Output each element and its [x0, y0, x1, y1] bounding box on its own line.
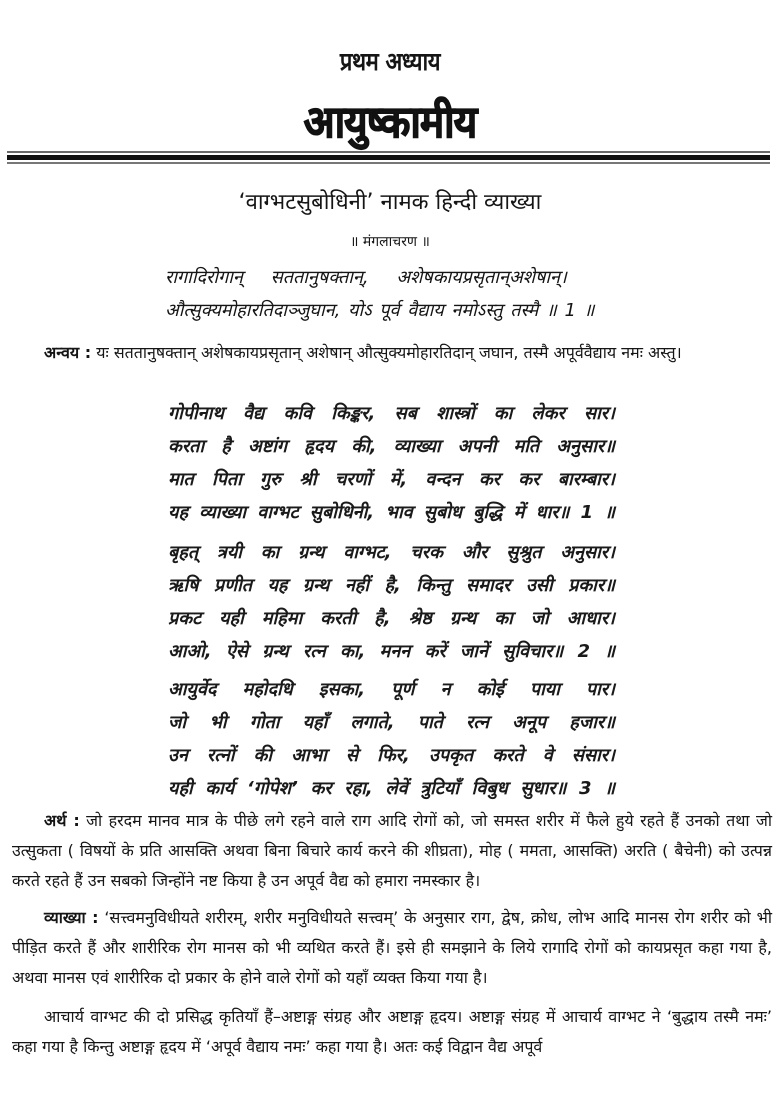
poem-stanza-3-line-4: यही कार्य ‘गोपेश’ कर रहा, लेवें त्रुटियाँ विबुध सुधार॥ 3 ॥	[168, 778, 615, 799]
poem-stanza-3-line-2: जो भी गोता यहाँ लगाते, पाते रत्न अनूप हजार॥	[168, 712, 615, 733]
sanskrit-verse-line-1: रागादिरोगान् सततानुषक्तान्, अशेषकायप्रसृतान्अशेषान्।	[165, 267, 567, 288]
poem-stanza-2-line-1: बृहत् त्रयी का ग्रन्थ वाग्भट, चरक और सुश्रुत अनुसार।	[168, 542, 615, 563]
chapter-title: आयुष्कामीय	[303, 97, 477, 148]
anvaya-text: यः सततानुषक्तान् अशेषकायप्रसृतान् अशेषान् औत्सुक्यमोहारतिदान् जघान, तस्मै अपूर्ववैद्याय नमः अस्तु।	[96, 343, 682, 362]
poem-stanza-1-line-2: करता है अष्टांग हृदय की, व्याख्या अपनी मति अनुसार॥	[168, 436, 615, 457]
poem-stanza-1-line-3: मात पिता गुरु श्री चरणों में, वन्दन कर कर बारम्बार।	[168, 469, 615, 490]
rule-thin-top	[7, 151, 770, 153]
chapter-number: प्रथम अध्याय	[339, 47, 441, 76]
anvaya-paragraph	[12, 338, 772, 368]
poem-stanza-1-line-1: गोपीनाथ वैद्य कवि किङ्कर, सब शास्त्रों का लेकर सार।	[168, 403, 615, 424]
vyakhya-paragraph	[12, 903, 772, 993]
closing-paragraph-text: आचार्य वाग्भट की दो प्रसिद्ध कृतियाँ हैं–अष्टाङ्ग संग्रह और अष्टाङ्ग हृदय। अष्टाङ्ग संग्रह में आचार्य वाग्भट ने ‘बुद्धाय तस्मै नमः’ कहा गया है किन्तु अष्टाङ्ग हृदय में ‘अपूर्व वैद्याय नमः’ कहा गया है। अतः कई विद्वान वैद्य अपूर्व	[12, 1007, 772, 1056]
poem-stanza-2-line-4: आओ, ऐसे ग्रन्थ रत्न का, मनन करें जानें सुविचार॥ 2 ॥	[168, 641, 615, 662]
triple-rule-divider	[7, 151, 770, 165]
artha-label: अर्थ :	[44, 811, 80, 830]
vyakhya-label: व्याख्या :	[44, 908, 99, 927]
section-label-mangalacharan: ॥ मंगलाचरण ॥	[350, 234, 430, 250]
rule-thin-bottom	[7, 162, 770, 164]
commentary-subtitle: ‘वाग्भटसुबोधिनी’ नामक हिन्दी व्याख्या	[238, 190, 542, 215]
poem-stanza-2-line-3: प्रकट यही महिमा करती है, श्रेष्ठ ग्रन्थ का जो आधार।	[168, 608, 615, 629]
artha-text: जो हरदम मानव मात्र के पीछे लगे रहने वाले राग आदि रोगों को, जो समस्त शरीर में फैले हुये रहते हैं उनको तथा जो उत्सुकता ( विषयों के प्रति आसक्ति अथवा बिना बिचारे कार्य करने की शीघ्रता), मोह ( ममता, आसक्ति) अरति ( बैचेनी) को उत्पन्न करते रहते हैं उन सबको जिन्होंने नष्ट किया है उन अपूर्व वैद्य को हमारा नमस्कार है।	[12, 811, 772, 890]
poem-stanza-3-line-3: उन रत्नों की आभा से फिर, उपकृत करते वे संसार।	[168, 745, 615, 766]
closing-paragraph	[12, 1002, 772, 1062]
sanskrit-verse-line-2: औत्सुक्यमोहारतिदाञ्जुघान, योऽ पूर्व वैद्याय नमोऽस्तु तस्मै ॥ 1 ॥	[165, 300, 595, 321]
artha-paragraph	[12, 806, 772, 896]
poem-stanza-2-line-2: ऋषि प्रणीत यह ग्रन्थ नहीं है, किन्तु समादर उसी प्रकार॥	[168, 575, 615, 596]
poem-stanza-1-line-4: यह व्याख्या वाग्भट सुबोधिनी, भाव सुबोध बुद्धि में धार॥ 1 ॥	[168, 502, 615, 523]
rule-thick-middle	[7, 155, 770, 160]
anvaya-label: अन्वय :	[44, 343, 92, 362]
poem-stanza-3-line-1: आयुर्वेद महोदधि इसका, पूर्ण न कोई पाया पार।	[168, 679, 615, 700]
vyakhya-text: ‘सत्त्वमनुविधीयते शरीरम्, शरीर मनुविधीयते सत्त्वम्’ के अनुसार राग, द्वेष, क्रोध, लोभ आदि मानस रोग शरीर को भी पीड़ित करते हैं और शारीरिक रोग मानस को भी व्यथित करते हैं। इसे ही समझाने के लिये रागादि रोगों को कायप्रसृत कहा गया है, अथवा मानस एवं शारीरिक दो प्रकार के होने वाले रोगों को यहाँ व्यक्त किया गया है।	[12, 908, 772, 987]
